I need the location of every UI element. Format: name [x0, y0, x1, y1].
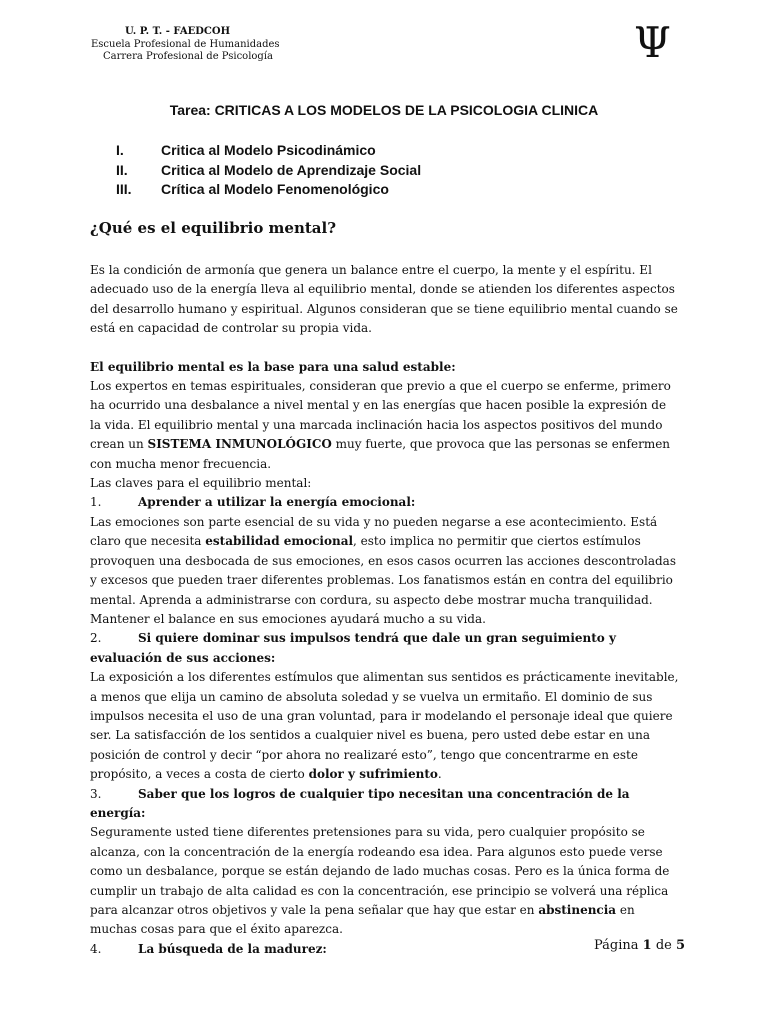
bold-term: SISTEMA INMUNOLÓGICO [147, 437, 332, 452]
list-item-title: La búsqueda de la madurez: [138, 941, 327, 956]
page-footer [594, 938, 685, 953]
list-item-heading [90, 785, 680, 824]
toc-item-label: Crítica al Modelo Fenomenológico [161, 181, 389, 197]
paragraph-text: muy fuerte, que provoca que las personas se enfermen con mucha menor frecuencia. [90, 437, 671, 471]
bold-term: estabilidad emocional [205, 534, 354, 549]
list-number: 4. [90, 941, 102, 956]
paragraph-text: Las emociones son parte esencial de su vida y no pueden negarse a ese acontecimiento. Está claro que necesita [90, 514, 658, 549]
toc-item [116, 180, 421, 200]
paragraph [90, 668, 680, 784]
header-university: U. P. T. - FAEDCOH [125, 26, 231, 37]
paragraph [90, 377, 680, 474]
paragraph-text: La exposición a los diferentes estímulos que alimentan sus sentidos es prácticamente inevitable, a menos que elija un camino de absoluta soledad y se vuelva un ermitaño. El dominio de sus impulsos necesita el uso de una gran voluntad, para ir modelando el personaje ideal que quiere ser. La satisfacción de los sentidos a cualquier nivel es buena, pero usted debe estar en una posición de control y decir “por ahora no realizaré esto”, tengo que concentrarme en este propósito, a veces a costa de cierto [90, 670, 679, 782]
list-number: 2. [90, 631, 102, 646]
toc-item [116, 141, 421, 161]
header-school: Escuela Profesional de Humanidades [91, 38, 280, 50]
paragraph [90, 823, 680, 939]
paragraph-text: Seguramente usted tiene diferentes pretensiones para su vida, pero cualquier propósito se alcanza, con la concentración de la energía rodeando esa idea. Para algunos esto puede verse como un desbalance, porque se están dejando de lado muchas cosas. Pero es la única forma de cumplir un trabajo de alta calidad es con la concentración, ese principio se volverá una réplica para alcanzar otros objetivos y vale la pena señalar que hay que estar en [90, 825, 670, 917]
list-number: 3. [90, 786, 102, 801]
page-number: 1 [642, 938, 652, 953]
toc-item [116, 161, 421, 181]
paragraph-text: Los expertos en temas espirituales, consideran que previo a que el cuerpo se enferme, primero ha ocurrido una desbalance a nivel mental y en las energías que hacen posible la expresión de la vida. El equilibrio mental y una marcada inclinación hacia los aspectos positivos del mundo crean un [90, 379, 671, 452]
subsection-heading: El equilibrio mental es la base para una salud estable: [90, 359, 456, 374]
toc-item-number: III. [116, 181, 132, 197]
list-item-title: Aprender a utilizar la energía emocional: [138, 495, 416, 510]
list-item-title: Si quiere dominar sus impulsos tendrá que dale un gran seguimiento y evaluación de sus acciones: [90, 631, 616, 665]
toc-item-label: Critica al Modelo de Aprendizaje Social [161, 161, 422, 178]
paragraph-text: , esto implica no permitir que ciertos estímulos provoquen una desbocada de sus emociones, en esos casos ocurren las acciones descontroladas y excesos que pueden traer diferentes problemas. Los fanatismos están en contra del equilibrio mental. Aprenda a administrarse con cordura, su aspecto debe mostrar mucha tranquilidad. Mantener el balance en sus emociones ayudará mucho a su vida. [90, 534, 676, 626]
list-item-heading [90, 629, 680, 668]
paragraph-text: en muchas cosas para que el éxito aparezca. [90, 903, 635, 937]
bold-term: dolor y sufrimiento [308, 767, 438, 782]
document-body [90, 261, 680, 959]
list-item-heading [90, 493, 680, 512]
table-of-contents [116, 141, 421, 200]
list-item-heading [90, 940, 680, 959]
document-title: Tarea: CRITICAS A LOS MODELOS DE LA PSICOLOGIA CLINICA [169, 102, 599, 118]
bold-term: abstinencia [538, 903, 617, 917]
psi-logo-icon: Ψ [634, 18, 671, 67]
list-number: 1. [90, 495, 102, 510]
toc-item-label: Critica al Modelo Psicodinámico [161, 142, 376, 158]
toc-item-number: II. [116, 161, 128, 178]
page-prefix: Página [594, 938, 643, 953]
institution-header [91, 26, 280, 64]
intro-paragraph: Es la condición de armonía que genera un balance entre el cuerpo, la mente y el espíritu. El adecuado uso de la energía lleva al equilibrio mental, donde se atienden los diferentes aspectos del desarrollo humano y espiritual. Algunos consideran que se tiene equilibrio mental cuando se está en capacidad de controlar su propia vida. [90, 263, 678, 336]
page-separator: de [651, 938, 676, 953]
page-total: 5 [675, 938, 686, 953]
toc-item-number: I. [116, 142, 124, 158]
paragraph [90, 513, 680, 629]
claves-line: Las claves para el equilibrio mental: [90, 476, 312, 491]
section-heading: ¿Qué es el equilibrio mental? [90, 219, 337, 237]
list-item-title: Saber que los logros de cualquier tipo necesitan una concentración de la energía: [90, 786, 630, 820]
paragraph-text: . [437, 767, 442, 782]
header-career: Carrera Profesional de Psicología [103, 51, 273, 62]
